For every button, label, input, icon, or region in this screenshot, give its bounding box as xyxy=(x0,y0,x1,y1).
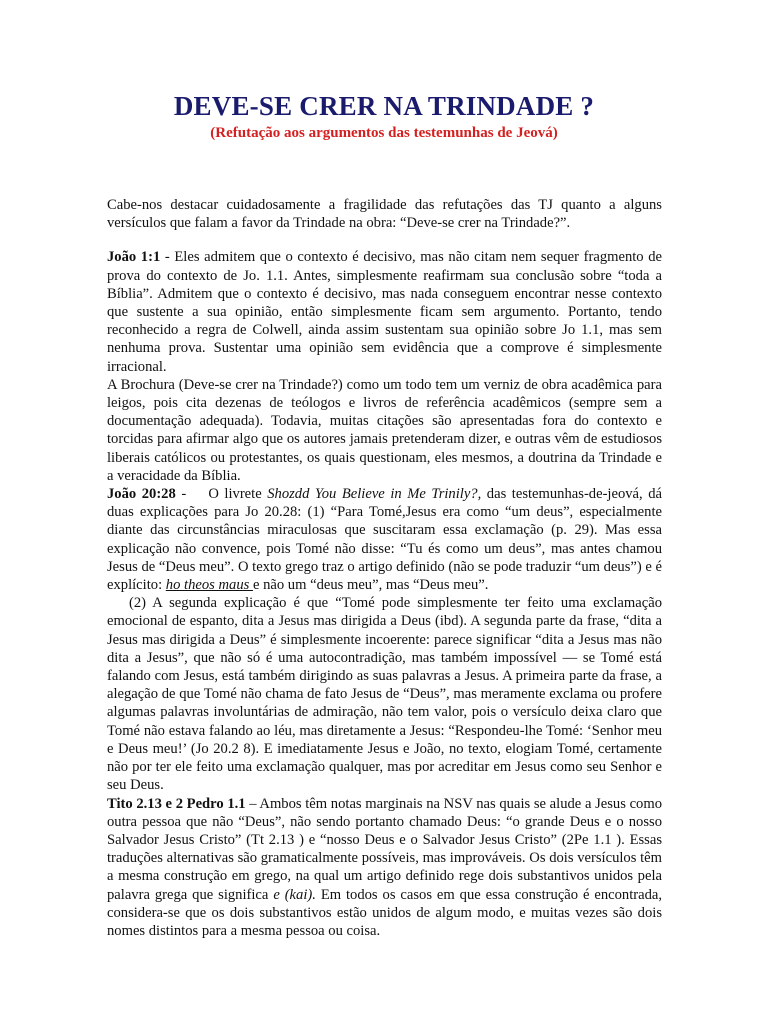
page-subtitle: (Refutação aos argumentos das testemunhas de Jeová) xyxy=(210,125,558,141)
paragraph-text: e não um “deus meu”, mas “Deus meu”. xyxy=(252,577,489,594)
joao-20-28-paragraph xyxy=(107,485,662,594)
intro-paragraph: Cabe-nos destacar cuidadosamente a fragilidade das refutações das TJ quanto a alguns versículos que falam a favor da Trindade na obra: “Deve-se crer na Trindade?”. xyxy=(107,197,662,232)
book-title: Shozdd You Believe in Me Trinily?, xyxy=(267,486,482,503)
paragraph-text: O livrete xyxy=(186,486,268,503)
joao-1-1-paragraph xyxy=(107,248,662,375)
verse-reference: João 20:28 xyxy=(107,486,176,503)
paragraph-text: das testemunhas-de-jeová, dá duas explicações para Jo 20.28: (1) “Para Tomé,Jesus era como “um deus”, especialmente diante das circunstâncias miraculosas que suscitaram essa exclamação (p. 29). Mas essa explicação não convence, pois Tomé não disse: “Tu és como um deus”, mas antes chamou Jesus de “Deus meu”. O texto grego traz o artigo definido (não se pode traduzir “um deus”) e é explícito: xyxy=(107,486,662,594)
second-explanation-paragraph: (2) A segunda explicação é que “Tomé pode simplesmente ter feito uma exclamação emocional de espanto, dita a Jesus mas dirigida a Deus (ibd). A segunda parte da frase, “dita a Jesus mas dirigida a Deus” é simplesmente incoerente: parece significar “dita a Jesus mas não dita a Jesus”, que não só é uma autocontradição, mas também impossível — se Tomé está falando com Jesus, está também dirigindo as suas palavras a Jesus. A primeira parte da frase, a alegação de que Tomé não chama de fato Jesus de “Deus”, mas meramente exclama ou profere algumas palavras involuntárias de admiração, não tem valor, pois o versículo deixa claro que Tomé não estava falando ao léu, mas diretamente a Jesus: “Respondeu-lhe Tomé: ‘Senhor meu e Deus meu!’ (Jo 20.2 8). E imediatamente Jesus e João, no texto, elogiam Tomé, certamente não por ter ele feito uma exclamação qualquer, mas por acreditar em Jesus como seu Senhor e seu Deus. xyxy=(107,595,662,794)
paragraph-text: Em todos os casos em que essa construção é encontrada, considera-se que os dois substantivos estão unidos de algum modo, e muitas vezes são dois nomes distintos para a mesma pessoa ou coisa. xyxy=(107,886,663,939)
verse-reference: Tito 2.13 e 2 Pedro 1.1 xyxy=(107,795,246,812)
page-title: DEVE-SE CRER NA TRINDADE ? xyxy=(173,91,595,121)
verse-reference: João 1:1 xyxy=(107,249,161,266)
greek-word: e (kai). xyxy=(273,886,316,903)
greek-phrase: ho theos maus xyxy=(165,577,253,594)
paragraph-text: - Eles admitem que o contexto é decisivo, mas não citam nem sequer fragmento de prova do contexto de Jo. 1.1. Antes, simplesmente reafirmam sua conclusão sobre “toda a Bíblia”. Admitem que o contexto é decisivo, mas nada conseguem encontrar nesse contexto que sustente a sua opinião, então simplesmente ficam sem argumento. Portanto, tendo reconhecido a regra de Colwell, ainda assim sustentam sua opinião sobre Jo 1.1, mas sem nenhuma prova. Sustentar uma opinião sem evidência que a comprove é simplesmente irracional. xyxy=(107,249,662,375)
brochura-paragraph: A Brochura (Deve-se crer na Trindade?) como um todo tem um verniz de obra acadêmica para leigos, pois cita dezenas de teólogos e livros de referência acadêmicos (sempre sem a documentação adequada). Todavia, muitas citações são apresentadas fora do contexto e torcidas para afirmar algo que os autores jamais pretenderam dizer, e outras vêm de estudiosos liberais católicos ou protestantes, os quais questionam, eles mesmos, a doutrina da Trindade e a veracidade da Bíblia. xyxy=(107,376,662,484)
document-body xyxy=(107,196,662,940)
dash: - xyxy=(175,486,187,503)
paragraph-text: – Ambos têm notas marginais na NSV nas quais se alude a Jesus como outra pessoa que não “Deus”, não sendo portanto chamado Deus: “o grande Deus e o nosso Salvador Jesus Cristo” (Tt 2.13 ) e “nosso Deus e o Salvador Jesus Cristo” (2Pe 1.1 ). Essas traduções alternativas são gramaticalmente possíveis, mas improváveis. Os dois versículos têm a mesma construção em grego, na qual um artigo definido rege dois substantivos unidos pela palavra grega que significa xyxy=(107,795,662,903)
tito-paragraph xyxy=(107,795,662,941)
